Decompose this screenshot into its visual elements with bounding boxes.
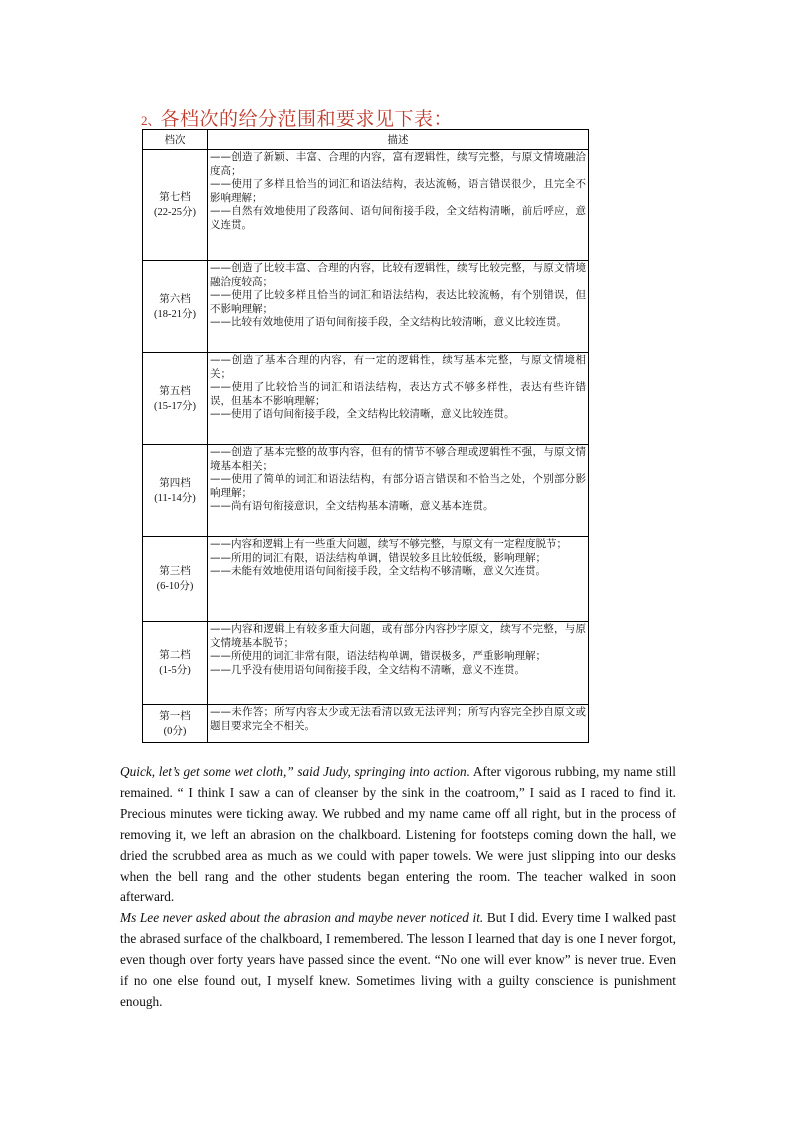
level-cell <box>143 353 208 445</box>
level-name: 第二档 <box>159 649 191 661</box>
table-row <box>143 150 589 261</box>
description-cell <box>208 261 589 353</box>
table-row <box>143 622 589 705</box>
table-row <box>143 445 589 537</box>
level-name: 第一档 <box>159 709 191 722</box>
section-heading <box>141 104 453 130</box>
level-cell <box>143 445 208 537</box>
description-line: ——比较有效地使用了语句间衔接手段，全文结构比较清晰，意义比较连贯。 <box>210 316 567 329</box>
description-line: ——内容和逻辑上有较多重大问题，或有部分内容抄字原文，续写不完整，与原文情境基本脱节； <box>210 623 586 649</box>
paragraph-text: But I did. Every time I walked past the abrased surface of the chalkboard, I remembered. The lesson I learned that day is one I never forgot, even though over forty years have passed since the event. “No one will ever know” is never true. Even if no one else found out, I myself knew. Sometimes living with a guilty conscience is punishment enough. <box>120 910 676 1009</box>
level-cell <box>143 261 208 353</box>
header-level: 档次 <box>143 130 208 150</box>
description-line: ——自然有效地使用了段落间、语句间衔接手段，全文结构清晰，前后呼应，意义连贯。 <box>210 205 586 231</box>
level-name: 第三档 <box>159 565 191 577</box>
scoring-table <box>142 129 589 743</box>
header-description: 描述 <box>208 130 589 150</box>
level-range: (0分) <box>163 725 187 737</box>
table-header-row <box>143 130 589 150</box>
level-cell <box>143 705 208 743</box>
description-cell <box>208 353 589 445</box>
description-line: ——使用了语句间衔接手段，全文结构比较清晰，意义比较连贯。 <box>210 408 515 421</box>
level-range: (1-5分) <box>159 665 191 676</box>
description-line: ——所用的词汇有限，语法结构单调，错误较多且比较低级，影响理解； <box>210 551 546 564</box>
description-cell <box>208 705 589 743</box>
description-line: ——创造了比较丰富、合理的内容，比较有逻辑性，续写比较完整，与原文情境融洽度较高； <box>210 262 586 288</box>
description-line: ——未作答；所写内容太少或无法看清以致无法评判；所写内容完全抄自原文或题目要求完全不相关。 <box>210 706 586 732</box>
level-range: (22-25分) <box>154 207 196 218</box>
level-name: 第七档 <box>159 191 191 203</box>
description-line: ——几乎没有使用语句间衔接手段，全文结构不清晰，意义不连贯。 <box>210 663 525 676</box>
table-row <box>143 261 589 353</box>
level-range: (15-17分) <box>154 400 196 412</box>
level-name: 第四档 <box>159 476 191 489</box>
table-row <box>143 353 589 445</box>
level-name: 第五档 <box>159 384 191 397</box>
description-line: ——创造了新颖、丰富、合理的内容，富有逻辑性，续写完整，与原文情境融洽度高； <box>210 151 586 177</box>
story-paragraph <box>120 762 676 908</box>
paragraph-text: After vigorous rubbing, my name still remained. “ I think I saw a can of cleanser by the sink in the coatroom,” I said as I raced to find it. Precious minutes were ticking away. We rubbed and my name came off all right, but in the process of removing it, we left an abrasion on the chalkboard. Listening for footsteps coming down the hall, we dried the scrubbed area as much as we could with paper towels. We were just slipping into our desks when the bell rang and the other students began entering the room. The teacher walked in soon afterward. <box>120 764 677 905</box>
description-line: ——未能有效地使用语句间衔接手段，全文结构不够清晰，意义欠连贯。 <box>210 565 546 578</box>
description-line: ——使用了多样且恰当的词汇和语法结构，表达流畅，语言错误很少，且完全不影响理解； <box>210 178 586 204</box>
table-row <box>143 537 589 622</box>
description-line: ——创造了基本合理的内容，有一定的逻辑性，续写基本完整，与原文情境相关； <box>210 354 586 380</box>
description-line: ——尚有语句衔接意识，全文结构基本清晰，意义基本连贯。 <box>210 500 494 513</box>
description-cell <box>208 622 589 705</box>
table-row <box>143 705 589 743</box>
description-line: ——使用了简单的词汇和语法结构，有部分语言错误和不恰当之处，个别部分影响理解； <box>210 473 586 499</box>
story-paragraph <box>120 908 676 1013</box>
description-cell <box>208 445 589 537</box>
description-cell <box>208 537 589 622</box>
description-line: ——所使用的词汇非常有限，语法结构单调，错误极多，严重影响理解； <box>210 650 546 663</box>
description-line: ——内容和逻辑上有一些重大问题，续写不够完整，与原文有一定程度脱节； <box>210 538 567 550</box>
story-text <box>120 762 676 1013</box>
level-cell <box>143 622 208 705</box>
description-line: ——创造了基本完整的故事内容，但有的情节不够合理或逻辑性不强，与原文情境基本相关； <box>210 446 586 472</box>
level-range: (6-10分) <box>156 581 194 592</box>
description-line: ——使用了比较多样且恰当的词汇和语法结构，表达比较流畅，有个别错误，但不影响理解； <box>210 289 586 315</box>
italic-sentence: Quick, let’s get some wet cloth,” said Judy, springing into action. <box>120 764 470 779</box>
level-range: (11-14分) <box>154 492 196 504</box>
level-cell <box>143 150 208 261</box>
description-line: ——使用了比较恰当的词汇和语法结构，表达方式不够多样性，表达有些许错误，但基本不影响理解； <box>210 381 586 407</box>
heading-text: 各档次的给分范围和要求见下表： <box>160 108 454 130</box>
italic-sentence: Ms Lee never asked about the abrasion and maybe never noticed it. <box>120 910 484 926</box>
heading-number: 2、 <box>141 113 161 128</box>
level-name: 第六档 <box>159 292 191 305</box>
description-cell <box>208 150 589 261</box>
level-cell <box>143 537 208 622</box>
level-range: (18-21分) <box>154 308 196 320</box>
